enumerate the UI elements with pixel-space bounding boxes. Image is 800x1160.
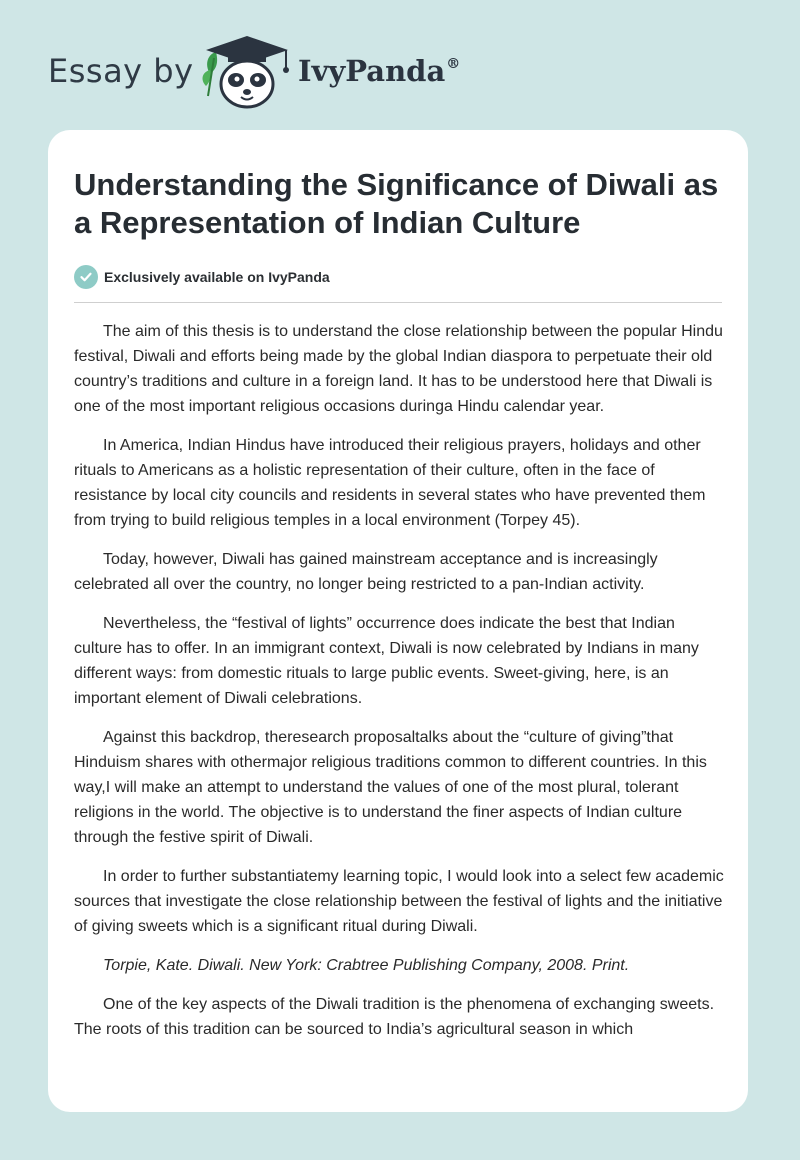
essay-title: Understanding the Significance of Diwali as a Representation of Indian Culture (74, 167, 719, 240)
paragraph: Today, however, Diwali has gained mainstream acceptance and is increasingly celebrated all over the country, no longer being restricted to a pan-Indian activity. (74, 551, 658, 593)
site-header (48, 34, 508, 114)
check-circle-icon (74, 265, 98, 289)
paragraph: The aim of this thesis is to understand the close relationship between the popular Hindu festival, Diwali and efforts being made by the global Indian diaspora to perpetuate their old country’s traditions and culture in a foreign land. It has to be understood here that Diwali is one of the most important religious occasions duringa Hindu calendar year. (74, 323, 723, 415)
essay-card (48, 130, 748, 1112)
paragraph: Against this backdrop, theresearch proposaltalks about the “culture of giving”that Hinduism shares with othermajor religious traditions common to different countries. In this way,I will make an attempt to understand the values of one of the most plural, tolerant religions in the world. The objective is to understand the finer aspects of Indian culture through the festive spirit of Diwali. (74, 729, 707, 846)
brand-logo-text[interactable] (298, 54, 460, 88)
essay-by-label: Essay by (48, 52, 194, 90)
paragraph: Nevertheless, the “festival of lights” occurrence does indicate the best that Indian culture has to offer. In an immigrant context, Diwali is now celebrated by Indians in many different ways: from domestic rituals to large public events. Sweet-giving, here, is an important element of Diwali celebrations. (74, 615, 699, 707)
essay-body (74, 319, 724, 1056)
paragraph: In order to further substantiatemy learning topic, I would look into a select few academic sources that investigate the close relationship between the festival of lights and the initiative of giving sweets which is a significant ritual during Diwali. (74, 868, 724, 935)
paragraph: One of the key aspects of the Diwali tradition is the phenomena of exchanging sweets. The roots of this tradition can be sourced to India’s agricultural season in which (74, 996, 715, 1038)
paragraph: In America, Indian Hindus have introduced their religious prayers, holidays and other rituals to Americans as a holistic representation of their culture, often in the face of resistance by local city councils and residents in several states who have prevented them from trying to build religious temples in a local environment (Torpey 45). (74, 437, 706, 529)
exclusive-badge-label: Exclusively available on IvyPanda (104, 269, 330, 285)
panda-graduation-cap-icon[interactable] (200, 34, 294, 110)
registered-mark: ® (446, 56, 461, 72)
citation: Torpie, Kate. Diwali. New York: Crabtree Publishing Company, 2008. Print. (103, 957, 630, 974)
divider (74, 302, 722, 303)
exclusive-badge (74, 264, 330, 290)
brand-name: IvyPanda (298, 54, 446, 88)
